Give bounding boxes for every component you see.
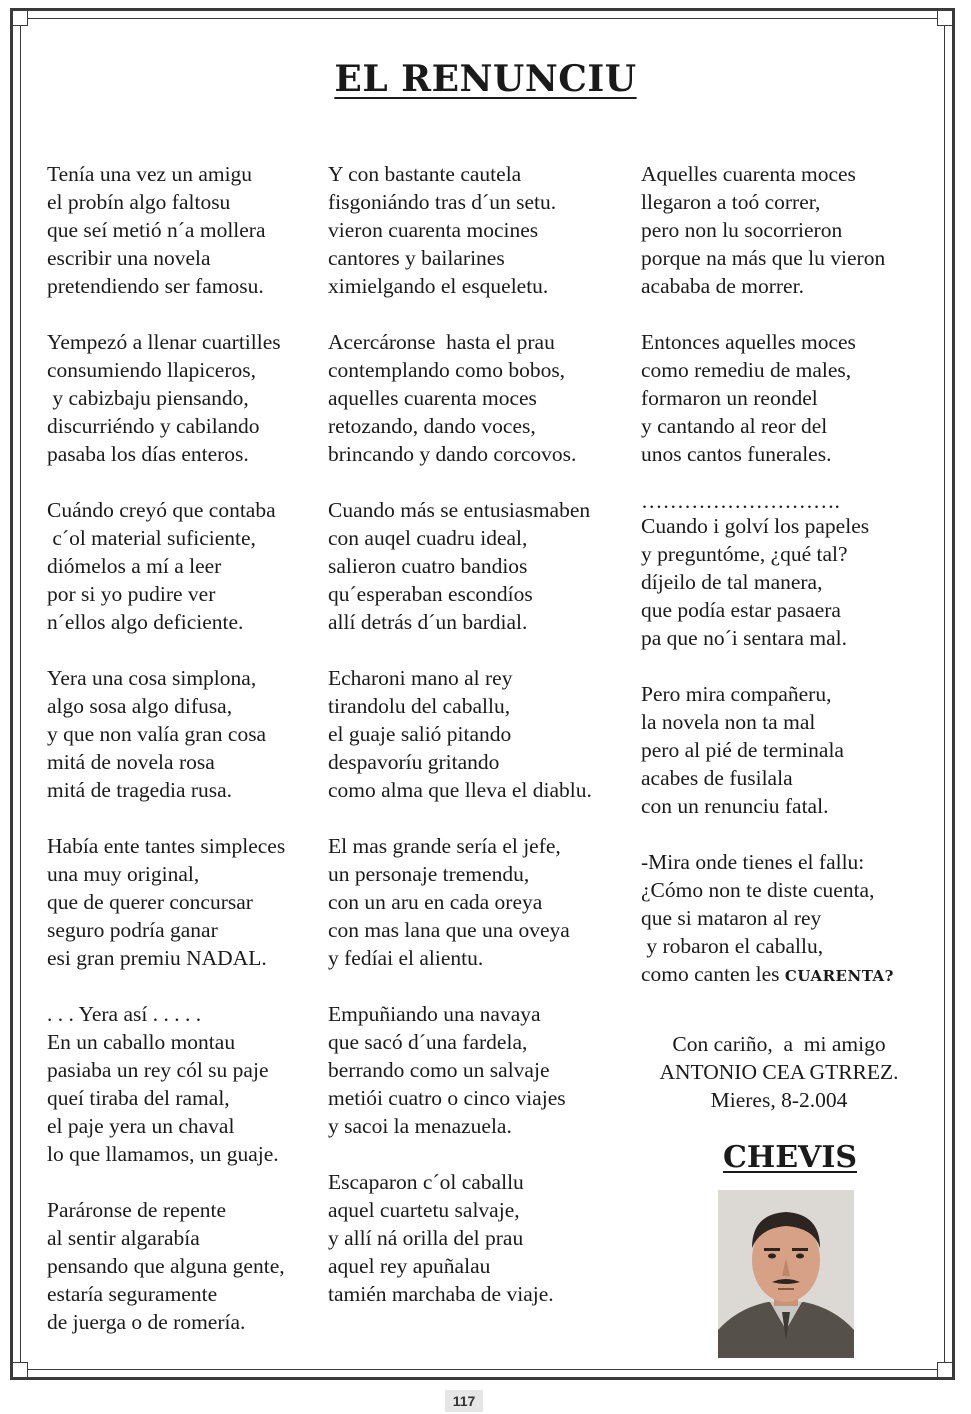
verse-line: con auqel cuadru ideal, xyxy=(328,526,528,550)
dotted-separator: ………………………. xyxy=(641,489,840,513)
closing-word: CUARENTA? xyxy=(784,967,894,985)
poem-column-1 xyxy=(47,160,322,1364)
verse-line: al sentir algarabía xyxy=(47,1226,200,1250)
verse-line-start: como canten les xyxy=(641,962,785,986)
stanza xyxy=(47,1196,322,1336)
verse-line: Cuándo creyó que contaba xyxy=(47,498,276,522)
verse-line: y sacoi la menazuela. xyxy=(328,1114,512,1138)
verse-line: como remediu de males, xyxy=(641,358,852,382)
verse-line: El mas grande sería el jefe, xyxy=(328,834,561,858)
portrait-illustration xyxy=(718,1190,854,1358)
page-number: 117 xyxy=(445,1390,483,1412)
verse-line: aquel rey apuñalau xyxy=(328,1254,491,1278)
verse-line: Entonces aquelles moces xyxy=(641,330,856,354)
verse-line: con un renunciu fatal. xyxy=(641,794,829,818)
verse-line: pa que no´i sentara mal. xyxy=(641,626,847,650)
stanza xyxy=(47,328,322,468)
verse-line: el guaje salió pitando xyxy=(328,722,512,746)
verse-line: que si mataron al rey xyxy=(641,906,822,930)
verse-line: Y con bastante cautela xyxy=(328,162,522,186)
verse-line: y robaron el caballu, xyxy=(641,934,824,958)
verse-line: discurriéndo y cabilando xyxy=(47,414,260,438)
verse-line: metiói cuatro o cinco viajes xyxy=(328,1086,566,1110)
verse-line: de juerga o de romería. xyxy=(47,1310,246,1334)
verse-line: n´ellos algo deficiente. xyxy=(47,610,244,634)
verse-line: . . . Yera así . . . . . xyxy=(47,1002,202,1026)
verse-line: que podía estar pasaera xyxy=(641,598,841,622)
verse-line: queí tiraba del ramal, xyxy=(47,1086,230,1110)
verse-line: ximielgando el esqueletu. xyxy=(328,274,549,298)
verse-line: formaron un reondel xyxy=(641,386,818,410)
stanza xyxy=(328,1168,633,1308)
verse-line: con mas lana que una oveya xyxy=(328,918,570,942)
poem-column-2 xyxy=(328,160,633,1336)
verse-line: tamién marchaba de viaje. xyxy=(328,1282,554,1306)
verse-line: -Mira onde tienes el fallu: xyxy=(641,850,865,874)
verse-line: brincando y dando corcovos. xyxy=(328,442,577,466)
dedication-line: Mieres, 8-2.004 xyxy=(710,1088,848,1112)
author-portrait-photo xyxy=(718,1190,854,1358)
dedication xyxy=(641,1030,917,1114)
verse-line: cantores y bailarines xyxy=(328,246,505,270)
verse-line: Tenía una vez un amigu xyxy=(47,162,253,186)
verse-line: Echaroni mano al rey xyxy=(328,666,513,690)
verse-line: acababa de morrer. xyxy=(641,274,804,298)
verse-line: y cantando al reor del xyxy=(641,414,828,438)
verse-line: pasaba los días enteros. xyxy=(47,442,249,466)
dedication-line: ANTONIO CEA GTRREZ. xyxy=(659,1060,899,1084)
verse-line: Había ente tantes simpleces xyxy=(47,834,286,858)
stanza xyxy=(328,328,633,468)
verse-line: Paráronse de repente xyxy=(47,1198,227,1222)
verse-line: Aquelles cuarenta moces xyxy=(641,162,856,186)
verse-line: lo que llamamos, un guaje. xyxy=(47,1142,279,1166)
verse-line: que de querer concursar xyxy=(47,890,253,914)
verse-line: Yempezó a llenar cuartilles xyxy=(47,330,281,354)
verse-line: retozando, dando voces, xyxy=(328,414,536,438)
dedication-line: Con cariño, a mi amigo xyxy=(672,1032,886,1056)
verse-line: un personaje tremendu, xyxy=(328,862,530,886)
verse-line: unos cantos funerales. xyxy=(641,442,832,466)
verse-line: y preguntóme, ¿qué tal? xyxy=(641,542,848,566)
stanza xyxy=(641,680,941,820)
stanza xyxy=(328,1000,633,1140)
verse-line: Yera una cosa simplona, xyxy=(47,666,257,690)
verse-line: mitá de tragedia rusa. xyxy=(47,778,233,802)
stanza xyxy=(328,160,633,300)
stanza xyxy=(641,848,941,990)
verse-line: aquel cuartetu salvaje, xyxy=(328,1198,520,1222)
verse-line: seguro podría ganar xyxy=(47,918,218,942)
verse-line: qu´esperaban escondíos xyxy=(328,582,533,606)
verse-line: Escaparon c´ol caballu xyxy=(328,1170,524,1194)
verse-line: y fedíai el alientu. xyxy=(328,946,484,970)
verse-line: la novela non ta mal xyxy=(641,710,816,734)
stanza xyxy=(641,160,941,300)
border-corner-top-right xyxy=(937,10,953,26)
stanza xyxy=(47,160,322,300)
verse-line: Acercáronse hasta el prau xyxy=(328,330,555,354)
verse-line: fisgoniándo tras d´un setu. xyxy=(328,190,557,214)
verse-line xyxy=(641,960,941,990)
stanza xyxy=(47,832,322,972)
verse-line: acabes de fusilala xyxy=(641,766,793,790)
verse-line: porque na más que lu vieron xyxy=(641,246,886,270)
verse-line: diómelos a mí a leer xyxy=(47,554,222,578)
stanza xyxy=(47,496,322,636)
verse-line: mitá de novela rosa xyxy=(47,750,215,774)
verse-line: allí detrás d´un bardial. xyxy=(328,610,528,634)
stanza xyxy=(328,664,633,804)
border-corner-bottom-right xyxy=(937,1362,953,1378)
border-corner-bottom-left xyxy=(12,1362,28,1378)
verse-line: esi gran premiu NADAL. xyxy=(47,946,267,970)
stanza xyxy=(641,490,941,652)
verse-line: con un aru en cada oreya xyxy=(328,890,543,914)
author-signature: CHEVIS xyxy=(722,1140,858,1175)
poem-title: EL RENUNCIU xyxy=(334,58,637,100)
verse-line: c´ol material suficiente, xyxy=(47,526,256,550)
poem-column-3 xyxy=(641,160,941,1018)
verse-line: aquelles cuarenta moces xyxy=(328,386,537,410)
verse-line: que seí metió n´a mollera xyxy=(47,218,266,242)
verse-line: como alma que lleva el diablu. xyxy=(328,778,592,802)
verse-line: y cabizbaju piensando, xyxy=(47,386,249,410)
verse-line: Empuñiando una navaya xyxy=(328,1002,541,1026)
verse-line: Cuando más se entusiasmaben xyxy=(328,498,591,522)
stanza xyxy=(47,1000,322,1168)
verse-line: vieron cuarenta mocines xyxy=(328,218,539,242)
verse-line: berrando como un salvaje xyxy=(328,1058,550,1082)
verse-line: despavoríu gritando xyxy=(328,750,500,774)
verse-line: y allí ná orilla del prau xyxy=(328,1226,524,1250)
verse-line: contemplando como bobos, xyxy=(328,358,566,382)
verse-line: pasiaba un rey cól su paje xyxy=(47,1058,269,1082)
stanza xyxy=(328,496,633,636)
verse-line: consumiendo llapiceros, xyxy=(47,358,256,382)
verse-line: el probín algo faltosu xyxy=(47,190,231,214)
verse-line: tirandolu del caballu, xyxy=(328,694,511,718)
stanza xyxy=(328,832,633,972)
verse-line: el paje yera un chaval xyxy=(47,1114,235,1138)
verse-line: Pero mira compañeru, xyxy=(641,682,832,706)
verse-line: que sacó d´una fardela, xyxy=(328,1030,528,1054)
verse-line: díjeilo de tal manera, xyxy=(641,570,823,594)
verse-line: salieron cuatro bandios xyxy=(328,554,528,578)
verse-line: ¿Cómo non te diste cuenta, xyxy=(641,878,875,902)
verse-line: llegaron a toó correr, xyxy=(641,190,821,214)
stanza xyxy=(47,664,322,804)
verse-line: Cuando i golví los papeles xyxy=(641,514,870,538)
verse-line: una muy original, xyxy=(47,862,200,886)
verse-line: y que non valía gran cosa xyxy=(47,722,267,746)
verse-line: pero non lu socorrieron xyxy=(641,218,843,242)
verse-line: por si yo pudire ver xyxy=(47,582,216,606)
border-corner-top-left xyxy=(12,10,28,26)
verse-line: pensando que alguna gente, xyxy=(47,1254,285,1278)
verse-line: escribir una novela xyxy=(47,246,211,270)
verse-line: pretendiendo ser famosu. xyxy=(47,274,264,298)
verse-line: pero al pié de terminala xyxy=(641,738,844,762)
verse-line: algo sosa algo difusa, xyxy=(47,694,233,718)
stanza xyxy=(641,328,941,468)
verse-line: En un caballo montau xyxy=(47,1030,236,1054)
verse-line: estaría seguramente xyxy=(47,1282,218,1306)
